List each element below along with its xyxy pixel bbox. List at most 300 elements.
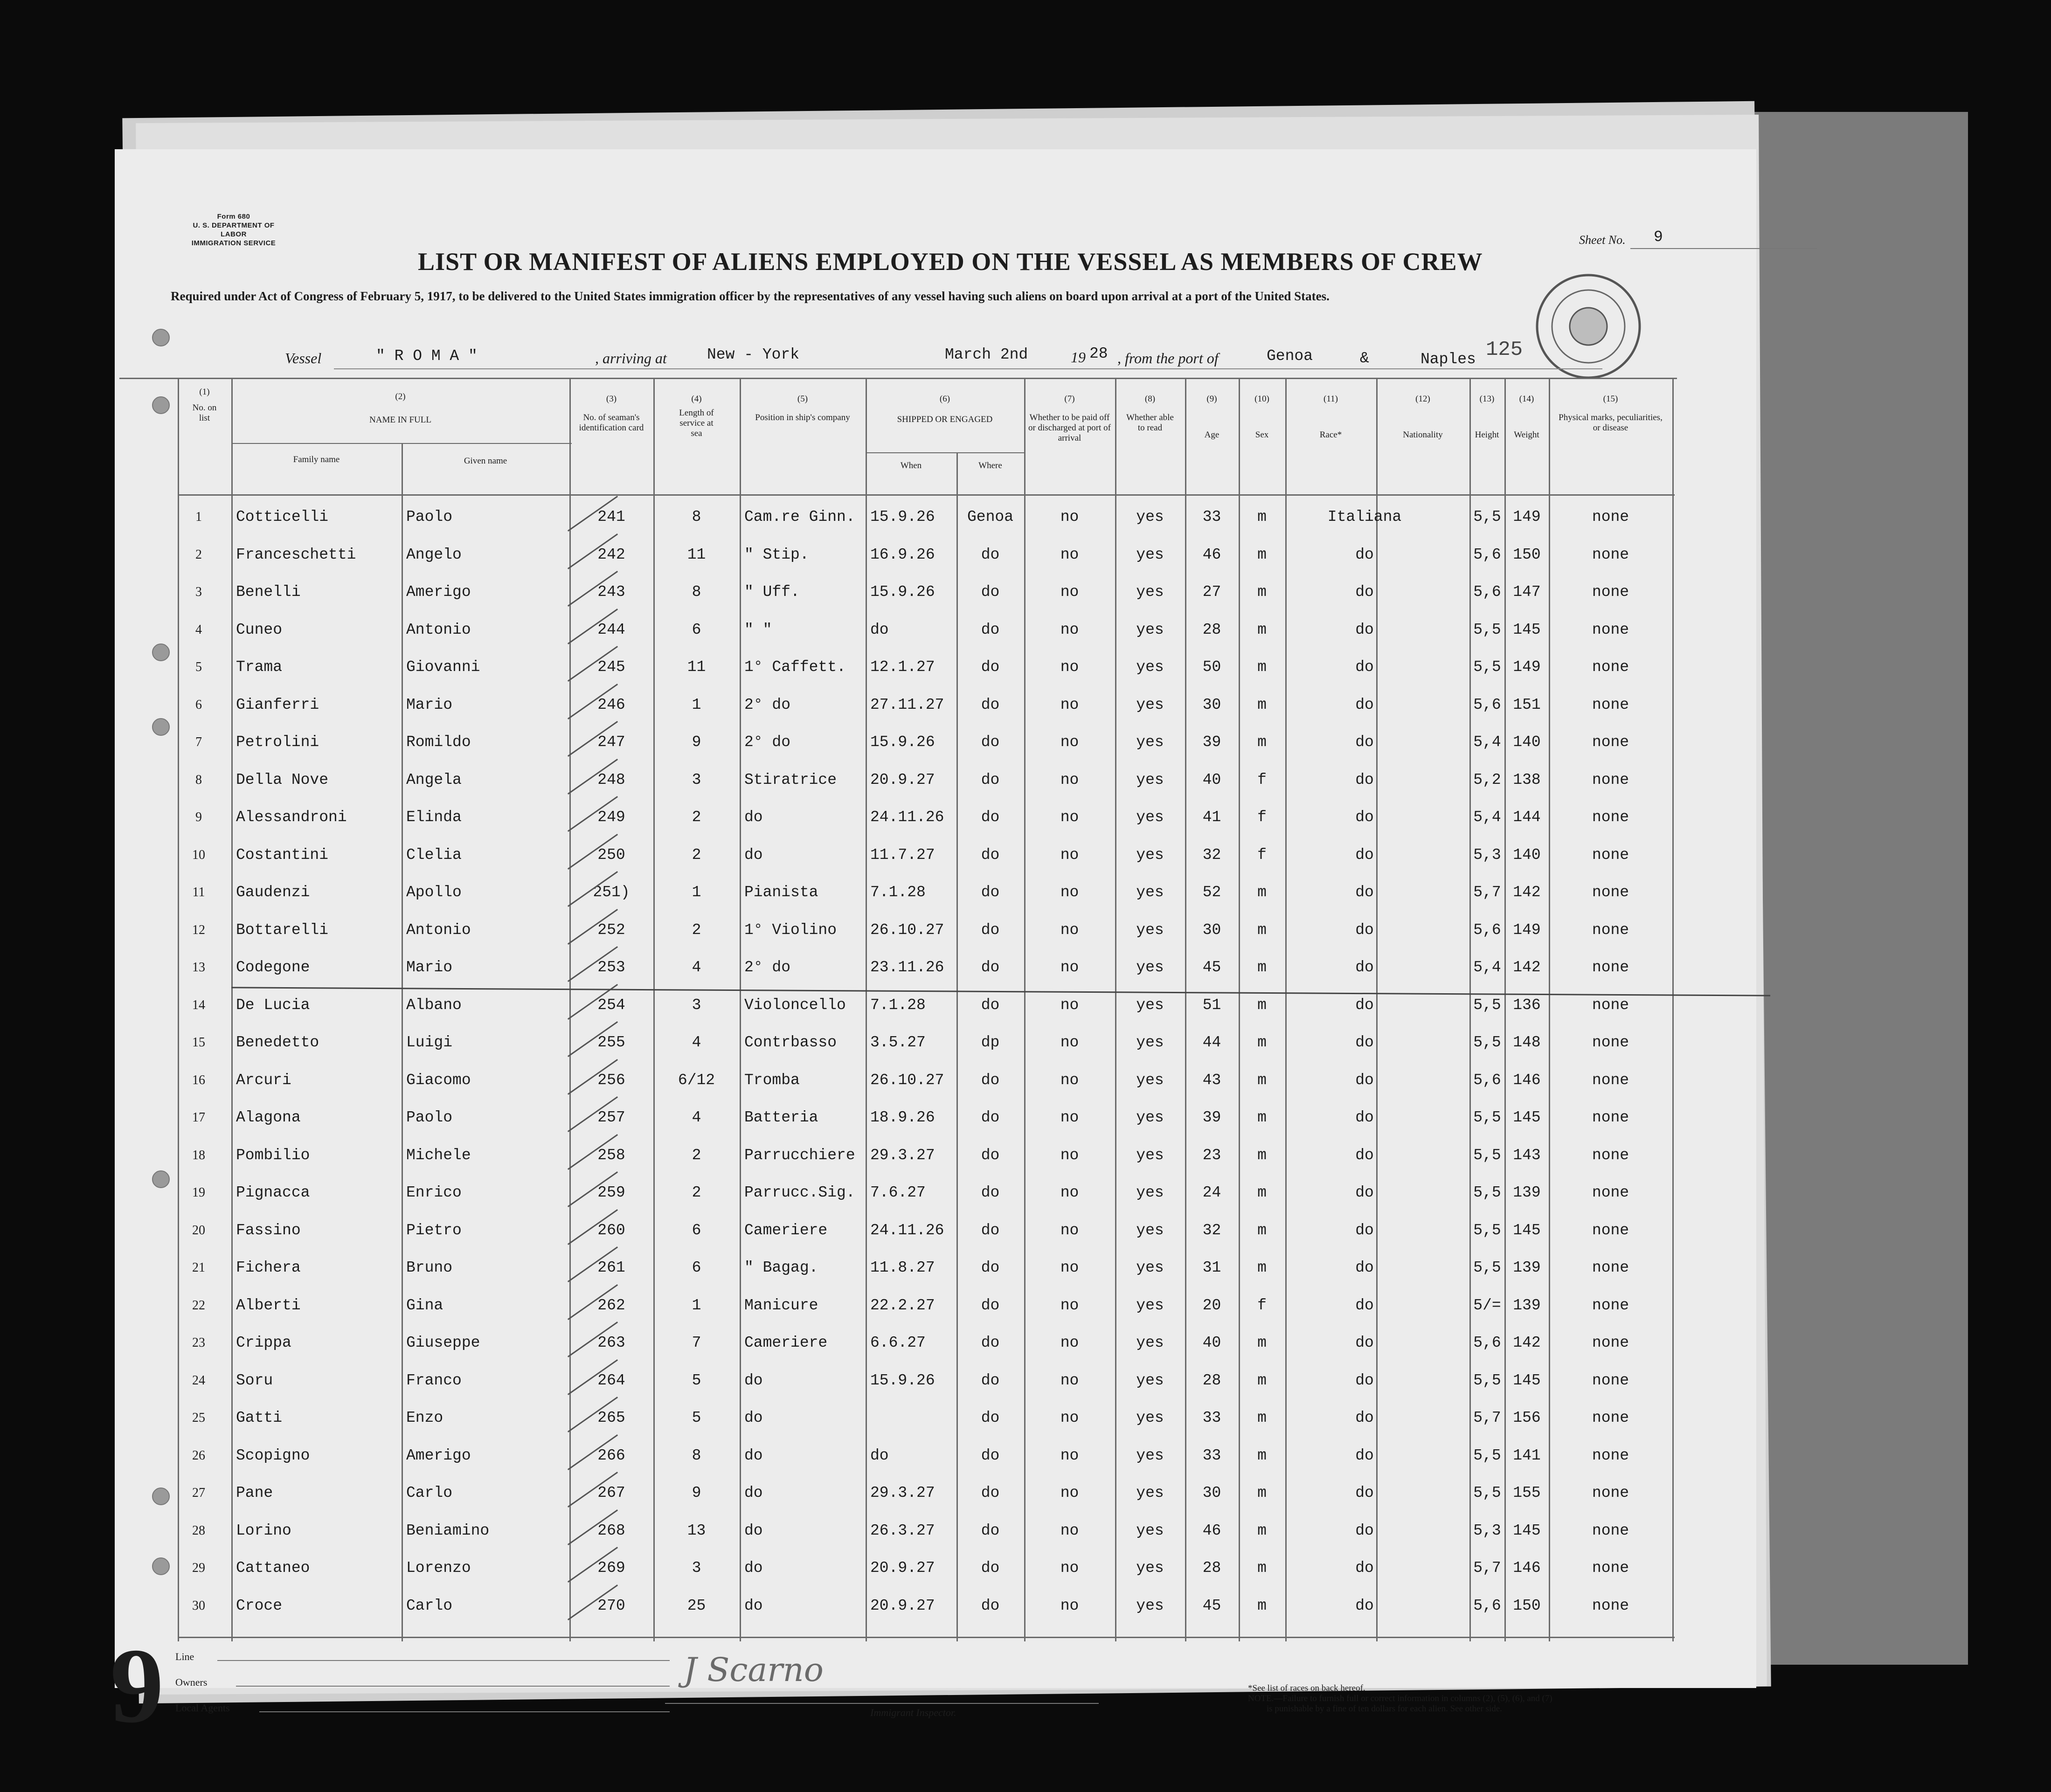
shipped-when: 20.9.27 bbox=[870, 1559, 935, 1577]
sex: m bbox=[1257, 996, 1267, 1014]
age: 31 bbox=[1202, 1259, 1221, 1276]
row-number: 4 bbox=[195, 622, 202, 637]
background-sheet bbox=[1744, 112, 1968, 1665]
shipped-when: 20.9.27 bbox=[870, 1597, 935, 1614]
row-number: 28 bbox=[192, 1523, 205, 1538]
paid-off: no bbox=[1060, 1221, 1079, 1239]
shipped-subhead-rule bbox=[866, 452, 1024, 453]
race: do bbox=[1355, 1522, 1374, 1539]
position: Parrucc.Sig. bbox=[744, 1184, 855, 1201]
col-header-weight bbox=[1504, 394, 1549, 440]
page-title: LIST OR MANIFEST OF ALIENS EMPLOYED ON THE VESSEL AS MEMBERS OF CREW bbox=[418, 248, 1483, 276]
given-name: Mario bbox=[406, 696, 453, 713]
position: do bbox=[744, 1559, 763, 1577]
age: 33 bbox=[1202, 508, 1221, 526]
physical-marks: none bbox=[1592, 1221, 1629, 1239]
family-name: Benedetto bbox=[236, 1034, 319, 1051]
able-to-read: yes bbox=[1136, 658, 1164, 676]
family-name: Petrolini bbox=[236, 733, 319, 751]
card-number: 253 bbox=[597, 959, 625, 976]
physical-marks: none bbox=[1592, 846, 1629, 864]
able-to-read: yes bbox=[1136, 1109, 1164, 1126]
card-number: 247 bbox=[597, 733, 625, 751]
length-of-service: 2 bbox=[692, 1184, 701, 1201]
sex: m bbox=[1257, 546, 1267, 563]
length-of-service: 2 bbox=[692, 921, 701, 939]
race: do bbox=[1355, 1146, 1374, 1164]
age: 45 bbox=[1202, 1597, 1221, 1614]
weight: 139 bbox=[1513, 1184, 1541, 1201]
shipped-when: 12.1.27 bbox=[870, 658, 935, 676]
col-rule bbox=[402, 443, 403, 1641]
col-title: Length of service at sea bbox=[679, 408, 714, 438]
form-id-block bbox=[180, 212, 287, 248]
length-of-service: 1 bbox=[692, 884, 701, 901]
shipped-when: 6.6.27 bbox=[870, 1334, 926, 1351]
able-to-read: yes bbox=[1136, 1221, 1164, 1239]
footer-notes bbox=[1248, 1683, 1552, 1714]
col-number: (9) bbox=[1206, 394, 1217, 404]
race: do bbox=[1355, 733, 1374, 751]
card-number: 266 bbox=[597, 1446, 625, 1464]
height: 5,5 bbox=[1473, 1371, 1501, 1389]
height: 5,5 bbox=[1473, 1446, 1501, 1464]
row-number: 20 bbox=[192, 1223, 205, 1238]
row-number: 16 bbox=[192, 1072, 205, 1087]
family-name: Fichera bbox=[236, 1259, 301, 1276]
paid-off: no bbox=[1060, 583, 1079, 601]
length-of-service: 6 bbox=[692, 621, 701, 638]
height: 5,6 bbox=[1473, 1334, 1501, 1351]
col-number: (1) bbox=[199, 387, 210, 397]
card-number: 252 bbox=[597, 921, 625, 939]
age: 46 bbox=[1202, 1522, 1221, 1539]
shipped-where: do bbox=[981, 1334, 1000, 1351]
sex: f bbox=[1257, 771, 1267, 789]
col-rule bbox=[1549, 378, 1550, 1641]
sex: m bbox=[1257, 1522, 1267, 1539]
able-to-read: yes bbox=[1136, 621, 1164, 638]
position: " Bagag. bbox=[744, 1259, 818, 1276]
family-name: De Lucia bbox=[236, 996, 310, 1014]
shipped-when: 26.10.27 bbox=[870, 1071, 944, 1089]
position: " Uff. bbox=[744, 583, 800, 601]
position: Contrbasso bbox=[744, 1034, 837, 1051]
card-number: 260 bbox=[597, 1221, 625, 1239]
col-title: No. of seaman's identification card bbox=[579, 413, 644, 433]
height: 5,5 bbox=[1473, 1146, 1501, 1164]
physical-marks: none bbox=[1592, 1597, 1629, 1614]
consulate-stamp bbox=[1532, 270, 1644, 382]
age: 41 bbox=[1202, 809, 1221, 826]
col-number: (15) bbox=[1603, 394, 1618, 404]
position: do bbox=[744, 1446, 763, 1464]
race: do bbox=[1355, 1296, 1374, 1314]
sheet-number: 9 bbox=[1654, 228, 1663, 246]
agents-field-rule bbox=[259, 1711, 670, 1712]
age: 20 bbox=[1202, 1296, 1221, 1314]
family-name: Pombilio bbox=[236, 1146, 310, 1164]
length-of-service: 8 bbox=[692, 583, 701, 601]
paid-off: no bbox=[1060, 1109, 1079, 1126]
race: do bbox=[1355, 1334, 1374, 1351]
shipped-where: do bbox=[981, 583, 1000, 601]
physical-marks: none bbox=[1592, 996, 1629, 1014]
able-to-read: yes bbox=[1136, 996, 1164, 1014]
length-of-service: 1 bbox=[692, 696, 701, 713]
weight: 155 bbox=[1513, 1484, 1541, 1501]
col-number: (11) bbox=[1323, 394, 1338, 404]
length-of-service: 9 bbox=[692, 1484, 701, 1501]
weight: 141 bbox=[1513, 1446, 1541, 1464]
card-number: 269 bbox=[597, 1559, 625, 1577]
physical-marks: none bbox=[1592, 921, 1629, 939]
position: do bbox=[744, 1409, 763, 1426]
shipped-where: do bbox=[981, 809, 1000, 826]
height: 5,5 bbox=[1473, 621, 1501, 638]
paid-off: no bbox=[1060, 959, 1079, 976]
year-suffix: 28 bbox=[1089, 345, 1108, 362]
col-header-no bbox=[178, 387, 231, 423]
arriving-label: , arriving at bbox=[595, 350, 667, 367]
shipped-where: do bbox=[981, 1409, 1000, 1426]
col-rule bbox=[1285, 378, 1287, 1641]
length-of-service: 4 bbox=[692, 1034, 701, 1051]
family-name: Soru bbox=[236, 1371, 273, 1389]
shipped-when: do bbox=[870, 1446, 889, 1464]
weight: 150 bbox=[1513, 546, 1541, 563]
punch-hole bbox=[152, 396, 170, 414]
col-header-name bbox=[231, 392, 569, 425]
height: 5,4 bbox=[1473, 809, 1501, 826]
race: do bbox=[1355, 1559, 1374, 1577]
age: 28 bbox=[1202, 1559, 1221, 1577]
shipped-when: 15.9.26 bbox=[870, 583, 935, 601]
position: Stiratrice bbox=[744, 771, 837, 789]
able-to-read: yes bbox=[1136, 1446, 1164, 1464]
col-header-service bbox=[653, 394, 740, 439]
paid-off: no bbox=[1060, 1409, 1079, 1426]
vessel-label: Vessel bbox=[285, 350, 322, 367]
weight: 149 bbox=[1513, 658, 1541, 676]
row-number: 18 bbox=[192, 1148, 205, 1162]
col-header-sex bbox=[1239, 394, 1285, 440]
weight: 145 bbox=[1513, 1371, 1541, 1389]
family-name: Alberti bbox=[236, 1296, 301, 1314]
age: 39 bbox=[1202, 1109, 1221, 1126]
race: do bbox=[1355, 583, 1374, 601]
row-number: 6 bbox=[195, 697, 202, 712]
departure-port-a: Genoa bbox=[1267, 347, 1313, 365]
stamp-number: 125 bbox=[1486, 338, 1523, 361]
shipped-where: do bbox=[981, 1221, 1000, 1239]
sex: m bbox=[1257, 1559, 1267, 1577]
sex: m bbox=[1257, 1034, 1267, 1051]
col-header-position bbox=[740, 394, 866, 423]
col-title: Race* bbox=[1319, 430, 1342, 440]
sex: m bbox=[1257, 1146, 1267, 1164]
sheet-number-rule bbox=[1630, 248, 1817, 249]
race: do bbox=[1355, 1034, 1374, 1051]
physical-marks: none bbox=[1592, 621, 1629, 638]
weight: 150 bbox=[1513, 1597, 1541, 1614]
note-races: *See list of races on back hereof. bbox=[1248, 1683, 1365, 1693]
race: do bbox=[1355, 621, 1374, 638]
able-to-read: yes bbox=[1136, 809, 1164, 826]
weight: 136 bbox=[1513, 996, 1541, 1014]
col-rule bbox=[1185, 378, 1186, 1641]
position: 2° do bbox=[744, 733, 791, 751]
col-number: (6) bbox=[939, 394, 950, 404]
col-header-shipped bbox=[866, 394, 1024, 425]
family-name: Cuneo bbox=[236, 621, 283, 638]
sex: m bbox=[1257, 1221, 1267, 1239]
age: 30 bbox=[1202, 921, 1221, 939]
card-number: 244 bbox=[597, 621, 625, 638]
card-number: 254 bbox=[597, 996, 625, 1014]
paid-off: no bbox=[1060, 1034, 1079, 1051]
col-header-given: Given name bbox=[464, 456, 507, 466]
physical-marks: none bbox=[1592, 1522, 1629, 1539]
weight: 139 bbox=[1513, 1296, 1541, 1314]
position: Tromba bbox=[744, 1071, 800, 1089]
col-number: (7) bbox=[1064, 394, 1075, 404]
family-name: Gaudenzi bbox=[236, 884, 310, 901]
col-header-age bbox=[1185, 394, 1239, 440]
race: do bbox=[1355, 1409, 1374, 1426]
able-to-read: yes bbox=[1136, 696, 1164, 713]
length-of-service: 6 bbox=[692, 1221, 701, 1239]
height: 5,6 bbox=[1473, 696, 1501, 713]
card-number: 246 bbox=[597, 696, 625, 713]
weight: 145 bbox=[1513, 1522, 1541, 1539]
shipped-where: do bbox=[981, 1522, 1000, 1539]
physical-marks: none bbox=[1592, 771, 1629, 789]
col-title: Age bbox=[1204, 430, 1220, 440]
position: 1° Violino bbox=[744, 921, 837, 939]
sex: m bbox=[1257, 884, 1267, 901]
age: 33 bbox=[1202, 1446, 1221, 1464]
shipped-when: 26.3.27 bbox=[870, 1522, 935, 1539]
paid-off: no bbox=[1060, 1484, 1079, 1501]
col-rule bbox=[1024, 378, 1026, 1641]
position: do bbox=[744, 1597, 763, 1614]
shipped-where: Genoa bbox=[967, 508, 1014, 526]
family-name: Gianferri bbox=[236, 696, 319, 713]
position: Batteria bbox=[744, 1109, 818, 1126]
page-subtitle: Required under Act of Congress of February 5, 1917, to be delivered to the United States immigration officer by the representatives of any vessel having such aliens on board upon arrival at a port of the United States. bbox=[171, 289, 1330, 303]
col-title: NAME IN FULL bbox=[369, 415, 431, 425]
age: 32 bbox=[1202, 1221, 1221, 1239]
length-of-service: 8 bbox=[692, 508, 701, 526]
vessel-name: " R O M A " bbox=[376, 347, 478, 365]
given-name: Paolo bbox=[406, 1109, 453, 1126]
age: 32 bbox=[1202, 846, 1221, 864]
weight: 151 bbox=[1513, 696, 1541, 713]
family-name: Cotticelli bbox=[236, 508, 329, 526]
height: 5/= bbox=[1473, 1296, 1501, 1314]
manifest-sheet bbox=[110, 149, 1756, 1745]
arrival-date: March 2nd bbox=[945, 346, 1028, 363]
shipped-when: 15.9.26 bbox=[870, 1371, 935, 1389]
col-header-marks bbox=[1549, 394, 1672, 433]
race: do bbox=[1355, 1259, 1374, 1276]
shipped-when: 24.11.26 bbox=[870, 1221, 944, 1239]
sex: m bbox=[1257, 1071, 1267, 1089]
height: 5,7 bbox=[1473, 884, 1501, 901]
family-name: Trama bbox=[236, 658, 283, 676]
sex: m bbox=[1257, 658, 1267, 676]
row-number: 13 bbox=[192, 960, 205, 975]
physical-marks: none bbox=[1592, 1259, 1629, 1276]
sex: m bbox=[1257, 1409, 1267, 1426]
punch-hole bbox=[152, 643, 170, 661]
weight: 145 bbox=[1513, 1109, 1541, 1126]
shipped-where: do bbox=[981, 771, 1000, 789]
able-to-read: yes bbox=[1136, 583, 1164, 601]
given-name: Giovanni bbox=[406, 658, 480, 676]
physical-marks: none bbox=[1592, 1559, 1629, 1577]
given-name: Gina bbox=[406, 1296, 443, 1314]
col-number: (12) bbox=[1415, 394, 1430, 404]
height: 5,3 bbox=[1473, 1522, 1501, 1539]
sex: m bbox=[1257, 733, 1267, 751]
height: 5,5 bbox=[1473, 1184, 1501, 1201]
length-of-service: 13 bbox=[687, 1522, 706, 1539]
row-number: 21 bbox=[192, 1260, 205, 1275]
able-to-read: yes bbox=[1136, 1146, 1164, 1164]
card-number: 267 bbox=[597, 1484, 625, 1501]
paid-off: no bbox=[1060, 1334, 1079, 1351]
row-number: 1 bbox=[195, 510, 202, 524]
position: do bbox=[744, 1371, 763, 1389]
able-to-read: yes bbox=[1136, 1522, 1164, 1539]
col-title: Whether able to read bbox=[1126, 413, 1174, 433]
col-title: Position in ship's company bbox=[755, 413, 850, 422]
able-to-read: yes bbox=[1136, 1071, 1164, 1089]
inspector-signature: J Scarno bbox=[684, 1651, 824, 1689]
sex: m bbox=[1257, 696, 1267, 713]
sex: m bbox=[1257, 1259, 1267, 1276]
weight: 143 bbox=[1513, 1146, 1541, 1164]
shipped-where: do bbox=[981, 884, 1000, 901]
paid-off: no bbox=[1060, 733, 1079, 751]
card-number: 262 bbox=[597, 1296, 625, 1314]
punch-hole bbox=[152, 1557, 170, 1575]
race: do bbox=[1355, 1446, 1374, 1464]
shipped-when: 11.7.27 bbox=[870, 846, 935, 864]
height: 5,5 bbox=[1473, 1034, 1501, 1051]
family-name: Pignacca bbox=[236, 1184, 310, 1201]
col-header-when: When bbox=[900, 461, 922, 470]
sex: m bbox=[1257, 1484, 1267, 1501]
row-number: 12 bbox=[192, 922, 205, 937]
paid-off: no bbox=[1060, 696, 1079, 713]
length-of-service: 3 bbox=[692, 1559, 701, 1577]
position: Manicure bbox=[744, 1296, 818, 1314]
sex: m bbox=[1257, 1334, 1267, 1351]
given-name: Romildo bbox=[406, 733, 471, 751]
shipped-where: do bbox=[981, 1259, 1000, 1276]
shipped-when: 16.9.26 bbox=[870, 546, 935, 563]
able-to-read: yes bbox=[1136, 921, 1164, 939]
age: 24 bbox=[1202, 1184, 1221, 1201]
shipped-when: 29.3.27 bbox=[870, 1146, 935, 1164]
length-of-service: 11 bbox=[687, 546, 706, 563]
given-name: Angelo bbox=[406, 546, 462, 563]
card-number: 265 bbox=[597, 1409, 625, 1426]
height: 5,2 bbox=[1473, 771, 1501, 789]
line-field-rule bbox=[217, 1660, 670, 1661]
weight: 146 bbox=[1513, 1071, 1541, 1089]
physical-marks: none bbox=[1592, 658, 1629, 676]
age: 52 bbox=[1202, 884, 1221, 901]
length-of-service: 2 bbox=[692, 846, 701, 864]
family-name: Croce bbox=[236, 1597, 283, 1614]
sex: m bbox=[1257, 921, 1267, 939]
length-of-service: 8 bbox=[692, 1446, 701, 1464]
departure-port-b: Naples bbox=[1420, 351, 1476, 368]
card-number: 264 bbox=[597, 1371, 625, 1389]
sex: m bbox=[1257, 1109, 1267, 1126]
height: 5,7 bbox=[1473, 1559, 1501, 1577]
row-number: 8 bbox=[195, 772, 202, 787]
col-rule bbox=[956, 452, 958, 1641]
physical-marks: none bbox=[1592, 1484, 1629, 1501]
able-to-read: yes bbox=[1136, 1259, 1164, 1276]
position: 1° Caffett. bbox=[744, 658, 846, 676]
age: 39 bbox=[1202, 733, 1221, 751]
col-header-nationality bbox=[1376, 394, 1469, 440]
physical-marks: none bbox=[1592, 1184, 1629, 1201]
race: do bbox=[1355, 771, 1374, 789]
card-number: 249 bbox=[597, 809, 625, 826]
col-rule bbox=[231, 378, 233, 1641]
row-number: 22 bbox=[192, 1298, 205, 1313]
shipped-when: 23.11.26 bbox=[870, 959, 944, 976]
punch-hole bbox=[152, 1488, 170, 1505]
paid-off: no bbox=[1060, 884, 1079, 901]
length-of-service: 3 bbox=[692, 771, 701, 789]
able-to-read: yes bbox=[1136, 1034, 1164, 1051]
inspector-label: Immigrant Inspector. bbox=[870, 1707, 956, 1718]
position: Parrucchiere bbox=[744, 1146, 855, 1164]
col-title: No. on list bbox=[192, 403, 217, 423]
given-name: Amerigo bbox=[406, 1446, 471, 1464]
card-number: 250 bbox=[597, 846, 625, 864]
length-of-service: 5 bbox=[692, 1371, 701, 1389]
family-name: Pane bbox=[236, 1484, 273, 1501]
position: Pianista bbox=[744, 884, 818, 901]
card-number: 270 bbox=[597, 1597, 625, 1614]
shipped-where: do bbox=[981, 696, 1000, 713]
sex: m bbox=[1257, 1597, 1267, 1614]
age: 43 bbox=[1202, 1071, 1221, 1089]
age: 51 bbox=[1202, 996, 1221, 1014]
shipped-where: do bbox=[981, 1559, 1000, 1577]
sex: m bbox=[1257, 1446, 1267, 1464]
note-penalty: NOTE.—Failure to furnish full or correct information in columns (2), (5), (6), and (7) bbox=[1248, 1694, 1552, 1703]
age: 30 bbox=[1202, 1484, 1221, 1501]
card-number: 256 bbox=[597, 1071, 625, 1089]
sex: m bbox=[1257, 508, 1267, 526]
form-number: Form 680 bbox=[217, 213, 250, 221]
height: 5,6 bbox=[1473, 546, 1501, 563]
paid-off: no bbox=[1060, 921, 1079, 939]
row-number: 19 bbox=[192, 1185, 205, 1200]
length-of-service: 2 bbox=[692, 809, 701, 826]
height: 5,5 bbox=[1473, 996, 1501, 1014]
